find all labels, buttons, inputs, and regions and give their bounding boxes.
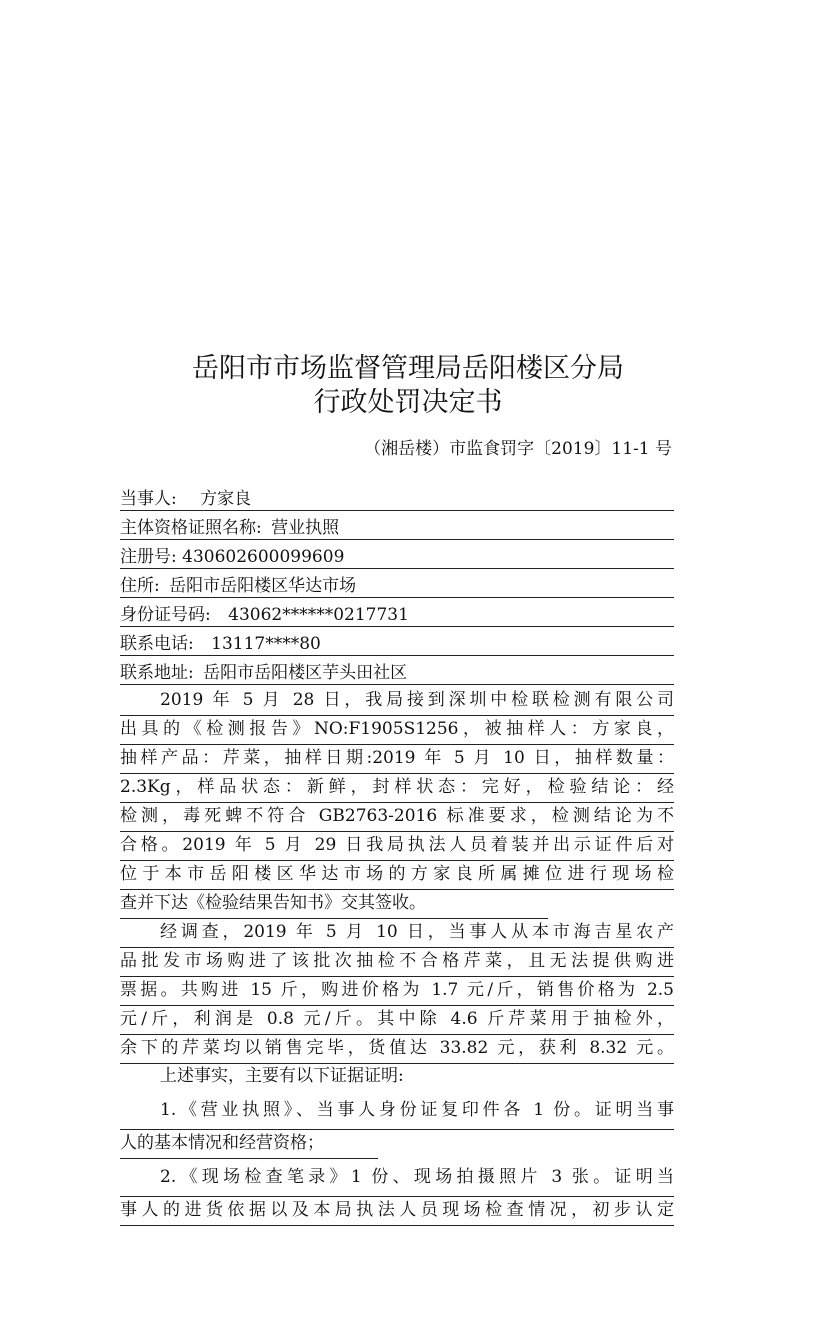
phone-value: 13117****80 xyxy=(211,634,321,654)
paragraph-line: 人的基本情况和经营资格； xyxy=(120,1130,378,1159)
party-name-value: 方家良 xyxy=(200,489,252,509)
registration-field xyxy=(120,542,674,569)
paragraph-evidence-1 xyxy=(120,1097,674,1159)
paragraph-line: 合格。2019 年 5 月 29 日我局执法人员着装并出示证件后对 xyxy=(120,832,674,861)
paragraph-line: 2.3Kg，样品状态：新鲜，封样状态：完好，检验结论：经 xyxy=(120,774,674,803)
paragraph-line: 元/斤，利润是 0.8 元/斤。其中除 4.6 斤芹菜用于抽检外， xyxy=(120,1006,674,1035)
paragraph-investigation xyxy=(120,919,674,1064)
paragraph-line: 票据。共购进 15 斤，购进价格为 1.7 元/斤，销售价格为 2.5 xyxy=(120,977,674,1006)
phone-label: 联系电话: xyxy=(120,634,194,654)
paragraph-line: 品批发市场购进了该批次抽检不合格芹菜，且无法提供购进 xyxy=(120,948,674,977)
paragraph-line: 2019 年 5 月 28 日，我局接到深圳中检联检测有限公司 xyxy=(120,687,674,716)
license-label: 主体资格证照名称: xyxy=(120,518,262,538)
registration-value: 430602600099609 xyxy=(182,547,345,567)
residence-value: 岳阳市岳阳楼区华达市场 xyxy=(169,576,357,596)
paragraph-line: 检测，毒死蜱不符合 GB2763-2016 标准要求，检测结论为不 xyxy=(120,803,674,832)
party-name-field xyxy=(120,484,674,511)
id-number-value: 43062******0217731 xyxy=(228,605,409,625)
paragraph-line: 抽样产品：芹菜，抽样日期:2019 年 5 月 10 日，抽样数量： xyxy=(120,745,674,774)
paragraph-notice xyxy=(120,687,674,919)
paragraph-line: 上述事实，主要有以下证据证明: xyxy=(160,1066,404,1086)
document-number: （湘岳楼）市监食罚字〔2019〕11-1 号 xyxy=(364,439,672,459)
agency-title: 岳阳市市场监督管理局岳阳楼区分局 xyxy=(192,353,624,384)
registration-label: 注册号: xyxy=(120,547,177,567)
residence-label: 住所: xyxy=(120,576,160,596)
paragraph-line: 出具的《检测报告》NO:F1905S1256，被抽样人：方家良， xyxy=(120,716,674,745)
party-name-label: 当事人: xyxy=(120,489,177,509)
contact-address-label: 联系地址: xyxy=(120,663,194,683)
id-number-field xyxy=(120,600,674,627)
paragraph-evidence-2 xyxy=(120,1164,674,1226)
license-value: 营业执照 xyxy=(271,518,340,538)
contact-address-value: 岳阳市岳阳楼区芋头田社区 xyxy=(203,663,408,683)
residence-field xyxy=(120,571,674,598)
phone-field xyxy=(120,629,674,656)
contact-address-field xyxy=(120,658,674,685)
paragraph-line: 位于本市岳阳楼区华达市场的方家良所属摊位进行现场检 xyxy=(120,861,674,890)
document-type-title: 行政处罚决定书 xyxy=(313,387,503,418)
paragraph-line: 余下的芹菜均以销售完毕，货值达 33.82 元，获利 8.32 元。 xyxy=(120,1035,674,1064)
license-field xyxy=(120,513,674,540)
id-number-label: 身份证号码: xyxy=(120,605,211,625)
paragraph-evidence-intro xyxy=(120,1063,674,1092)
paragraph-line: 2.《现场检查笔录》1 份、现场拍摄照片 3 张。证明当 xyxy=(120,1164,674,1197)
paragraph-line: 查并下达《检验结果告知书》交其签收。 xyxy=(120,890,548,919)
paragraph-line: 经调查，2019 年 5 月 10 日，当事人从本市海吉星农产 xyxy=(120,919,674,948)
paragraph-line: 1.《营业执照》、当事人身份证复印件各 1 份。证明当事 xyxy=(120,1097,674,1130)
paragraph-line: 事人的进货依据以及本局执法人员现场检查情况，初步认定 xyxy=(120,1197,674,1226)
